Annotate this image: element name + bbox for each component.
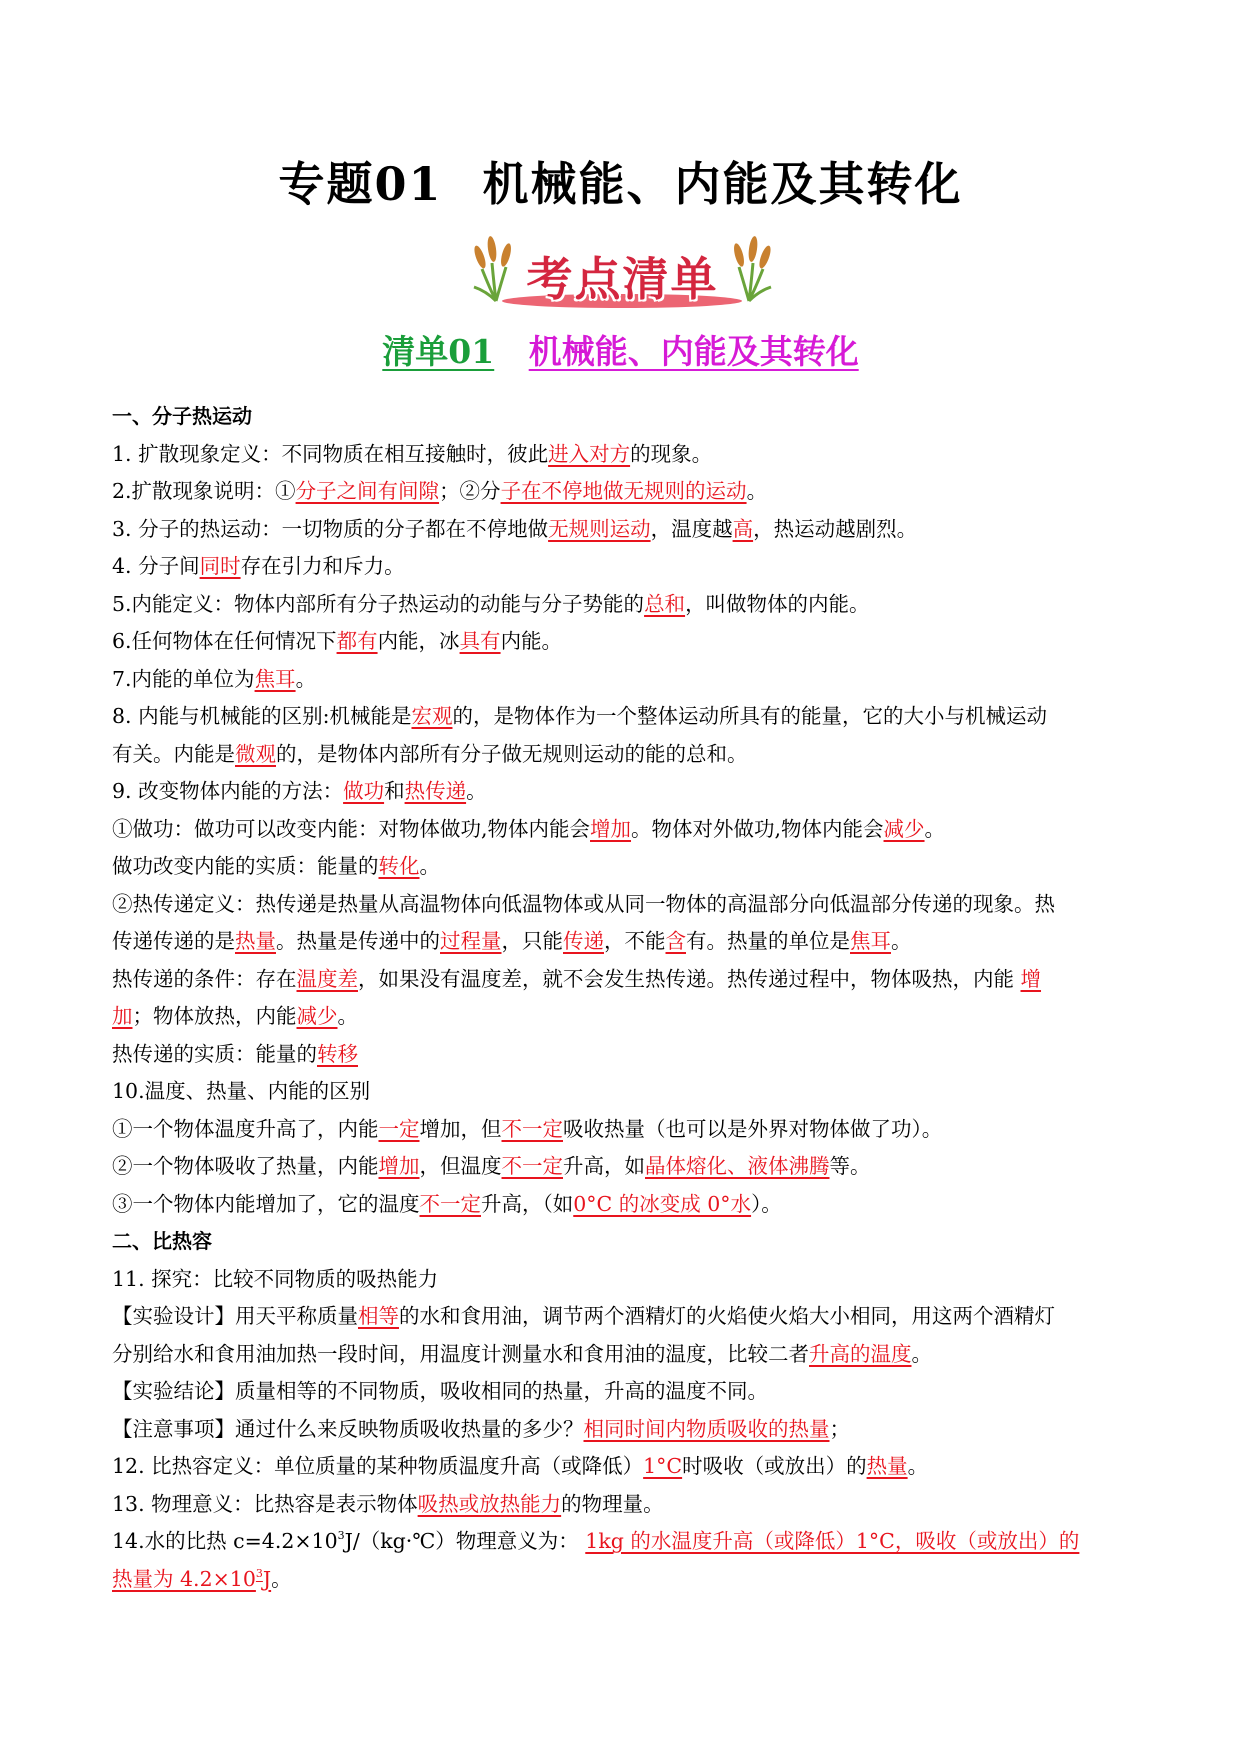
text-line — [112, 1073, 1137, 1111]
text-segment: 。 — [271, 1566, 292, 1591]
text-segment: 。热量是传递中的 — [276, 929, 440, 953]
text-segment: 4. 分子间 — [112, 554, 200, 578]
text-segment: ，只能 — [501, 929, 563, 953]
answer-blank: 具有 — [459, 629, 501, 653]
answer-blank: 过程量 — [440, 929, 502, 953]
text-line — [112, 961, 1137, 999]
text-segment: ；物体放热，内能 — [132, 1004, 297, 1028]
answer-blank: 转化 — [378, 854, 420, 878]
text-segment: 和 — [384, 779, 405, 803]
text-segment: 。 — [337, 1004, 358, 1028]
text-segment: 增加，但 — [419, 1116, 502, 1141]
text-segment: 传递传递的是 — [112, 929, 235, 953]
answer-blank: 吸热或放热能力 — [417, 1491, 562, 1516]
text-line — [112, 548, 1137, 586]
text-line — [112, 1148, 1137, 1186]
text-segment: 。 — [746, 479, 768, 503]
subtitle-text: 机械能、内能及其转化 — [528, 332, 859, 371]
text-segment: 。 — [466, 779, 487, 803]
text-segment: ③一个物体内能增加了，它的温度 — [112, 1191, 420, 1216]
text-segment: 升高，（如 — [481, 1191, 574, 1216]
text-segment: ②一个物体吸收了热量，内能 — [112, 1154, 379, 1178]
text-line — [112, 1261, 1137, 1299]
answer-blank: 晶体熔化、液体沸腾 — [645, 1154, 830, 1178]
answer-blank: 不一定 — [501, 1116, 563, 1141]
text-segment: 的现象。 — [630, 441, 713, 466]
text-segment: 有关。内能是 — [112, 741, 235, 766]
text-line — [112, 1111, 1137, 1149]
text-segment: ，热运动越剧烈。 — [753, 516, 918, 541]
text-segment: ；②分 — [439, 479, 501, 503]
text-line — [112, 998, 1137, 1036]
text-segment: ，叫做物体的内能。 — [685, 591, 870, 616]
text-line — [112, 923, 1137, 961]
text-line — [112, 773, 1137, 811]
text-segment: 3 — [337, 1529, 345, 1542]
text-segment: 。物体对外做功,物体内能会 — [631, 816, 884, 841]
text-segment: 一、分子热运动 — [112, 404, 252, 428]
text-segment: 10.温度、热量、内能的区别 — [112, 1079, 371, 1103]
text-segment: 1. 扩散现象定义：不同物质在相互接触时，彼此 — [112, 441, 549, 466]
text-segment: 二、比热容 — [112, 1229, 212, 1253]
text-segment: ，温度越 — [650, 516, 733, 541]
answer-blank: 0°C 的冰变成 0°水 — [573, 1191, 752, 1216]
text-segment: 热传递的实质：能量的 — [112, 1041, 317, 1066]
answer-blank: 减少 — [883, 816, 925, 841]
answer-blank: 1kg 的水温度升高（或降低）1°C，吸收（或放出）的 — [585, 1529, 1080, 1553]
answer-blank: 焦耳 — [254, 666, 296, 691]
text-segment: ，不能 — [604, 929, 666, 953]
text-segment: 14.水的比热 c=4.2×10 — [112, 1529, 338, 1553]
text-segment: ，但温度 — [419, 1154, 502, 1178]
subtitle-number: 清单01 — [382, 332, 495, 371]
text-segment: 5.内能定义：物体内部所有分子热运动的动能与分子势能的 — [112, 591, 645, 616]
answer-blank: 无规则运动 — [548, 516, 651, 541]
answer-blank: 增加 — [378, 1154, 420, 1178]
text-segment: ②热传递定义：热传递是热量从高温物体向低温物体或从同一物体的高温部分向低温部分传递的现象。热 — [112, 891, 1055, 916]
answer-blank: 焦耳 — [850, 929, 891, 953]
text-segment: 【实验设计】用天平称质量 — [112, 1304, 358, 1328]
text-segment: 有。热量的单位是 — [686, 929, 850, 953]
answer-blank: 分子之间有间隙 — [295, 479, 440, 503]
text-segment: 9. 改变物体内能的方法： — [112, 779, 344, 803]
text-segment: 13. 物理意义：比热容是表示物体 — [112, 1491, 418, 1516]
text-line — [112, 1298, 1137, 1336]
text-line — [112, 1561, 1137, 1599]
section-heading — [112, 1223, 1137, 1261]
text-segment: 。 — [907, 1454, 929, 1478]
text-segment: 。 — [891, 929, 912, 953]
text-segment: 8. 内能与机械能的区别:机械能是 — [112, 704, 412, 728]
banner-label: 考点清单 — [526, 252, 719, 306]
answer-blank: 都有 — [336, 629, 378, 653]
text-line — [112, 886, 1137, 924]
text-segment: 升高，如 — [563, 1154, 645, 1178]
document-body — [112, 398, 1137, 1598]
text-segment: 。 — [924, 816, 946, 841]
text-line — [112, 1186, 1137, 1224]
section-banner — [470, 235, 775, 315]
text-line — [112, 1336, 1137, 1374]
text-line — [112, 848, 1137, 886]
answer-blank: 宏观 — [411, 704, 453, 728]
text-line — [112, 1486, 1137, 1524]
answer-blank: 热量 — [235, 929, 276, 953]
page-title — [0, 148, 1241, 214]
answer-blank: 相等 — [358, 1304, 399, 1328]
text-segment: 内能。 — [500, 629, 563, 653]
answer-blank: 增 — [1020, 966, 1042, 991]
list-subtitle — [0, 326, 1241, 373]
answer-blank: 含 — [665, 929, 686, 953]
text-line — [112, 586, 1137, 624]
text-segment: 。 — [295, 666, 317, 691]
text-line — [112, 661, 1137, 699]
text-segment: 时吸收（或放出）的 — [682, 1454, 867, 1478]
text-line — [112, 736, 1137, 774]
answer-blank: 升高的温度 — [809, 1341, 912, 1366]
text-segment: 做功改变内能的实质：能量的 — [112, 854, 379, 878]
text-line — [112, 511, 1137, 549]
text-segment: 的物理量。 — [561, 1491, 664, 1516]
text-segment: 的，是物体内部所有分子做无规则运动的能的总和。 — [276, 741, 748, 766]
answer-blank: 子在不停地做无规则的运动 — [500, 479, 747, 503]
text-segment: 12. 比热容定义：单位质量的某种物质温度升高（或降低） — [112, 1454, 644, 1478]
answer-blank: 微观 — [235, 741, 276, 766]
text-segment: 热传递的条件：存在 — [112, 966, 297, 991]
answer-blank: 总和 — [644, 591, 686, 616]
text-segment: 等。 — [829, 1154, 871, 1178]
answer-blank: 进入对方 — [548, 441, 631, 466]
answer-blank: 相同时间内物质吸收的热量 — [583, 1416, 830, 1441]
title-text: 机械能、内能及其转化 — [482, 157, 963, 211]
text-segment: 的水和食用油，调节两个酒精灯的火焰使火焰大小相同，用这两个酒精灯 — [399, 1304, 1055, 1328]
answer-blank: J — [262, 1566, 272, 1591]
text-segment: ，如果没有温度差，就不会发生热传递。热传递过程中，物体吸热，内能 — [358, 966, 1021, 991]
text-segment: ①一个物体温度升高了，内能 — [112, 1116, 379, 1141]
answer-blank: 不一定 — [419, 1191, 481, 1216]
text-segment: 存在引力和斥力。 — [240, 554, 405, 578]
text-segment: ）。 — [751, 1191, 782, 1216]
answer-blank: 热量 — [866, 1454, 908, 1478]
text-line — [112, 811, 1137, 849]
text-segment: ； — [829, 1416, 850, 1441]
answer-blank: 热传递 — [404, 779, 467, 803]
text-line — [112, 1448, 1137, 1486]
section-heading — [112, 398, 1137, 436]
text-segment: J/（kg·℃）物理意义为： — [344, 1529, 586, 1553]
answer-blank: 3 — [255, 1566, 263, 1580]
text-segment: 吸收热量（也可以是外界对物体做了功）。 — [563, 1116, 943, 1141]
text-segment: 6.任何物体在任何情况下 — [112, 629, 337, 653]
title-number: 专题01 — [278, 157, 443, 211]
text-segment: ①做功：做功可以改变内能：对物体做功,物体内能会 — [112, 816, 591, 841]
answer-blank: 减少 — [296, 1004, 338, 1028]
text-segment: 7.内能的单位为 — [112, 666, 255, 691]
text-segment: 。 — [419, 854, 440, 878]
answer-blank: 温度差 — [296, 966, 358, 991]
text-segment: 2.扩散现象说明：① — [112, 479, 296, 503]
answer-blank: 同时 — [199, 554, 241, 578]
text-line — [112, 1036, 1137, 1074]
text-line — [112, 436, 1137, 474]
text-segment: 内能，冰 — [377, 629, 460, 653]
text-segment: 。 — [911, 1341, 932, 1366]
text-segment: 【注意事项】通过什么来反映物质吸收热量的多少？ — [112, 1416, 584, 1441]
answer-blank: 传递 — [563, 929, 604, 953]
text-line — [112, 698, 1137, 736]
text-line — [112, 623, 1137, 661]
text-segment: 分别给水和食用油加热一段时间，用温度计测量水和食用油的温度，比较二者 — [112, 1341, 809, 1366]
text-line — [112, 1411, 1137, 1449]
answer-blank: 转移 — [317, 1041, 358, 1066]
answer-blank: 1°C — [643, 1454, 683, 1478]
text-line — [112, 1373, 1137, 1411]
answer-blank: 不一定 — [501, 1154, 563, 1178]
answer-blank: 高 — [732, 516, 754, 541]
answer-blank: 一定 — [378, 1116, 420, 1141]
text-segment: 11. 探究：比较不同物质的吸热能力 — [112, 1266, 439, 1291]
answer-blank: 做功 — [343, 779, 385, 803]
text-segment: 3. 分子的热运动：一切物质的分子都在不停地做 — [112, 516, 549, 541]
answer-blank: 加 — [112, 1004, 133, 1028]
text-segment: 的，是物体作为一个整体运动所具有的能量，它的大小与机械运动 — [452, 704, 1047, 728]
answer-blank: 增加 — [590, 816, 632, 841]
text-segment: 【实验结论】质量相等的不同物质，吸收相同的热量，升高的温度不同。 — [112, 1379, 768, 1403]
text-line — [112, 1523, 1137, 1561]
answer-blank: 热量为 4.2×10 — [112, 1566, 256, 1591]
text-line — [112, 473, 1137, 511]
